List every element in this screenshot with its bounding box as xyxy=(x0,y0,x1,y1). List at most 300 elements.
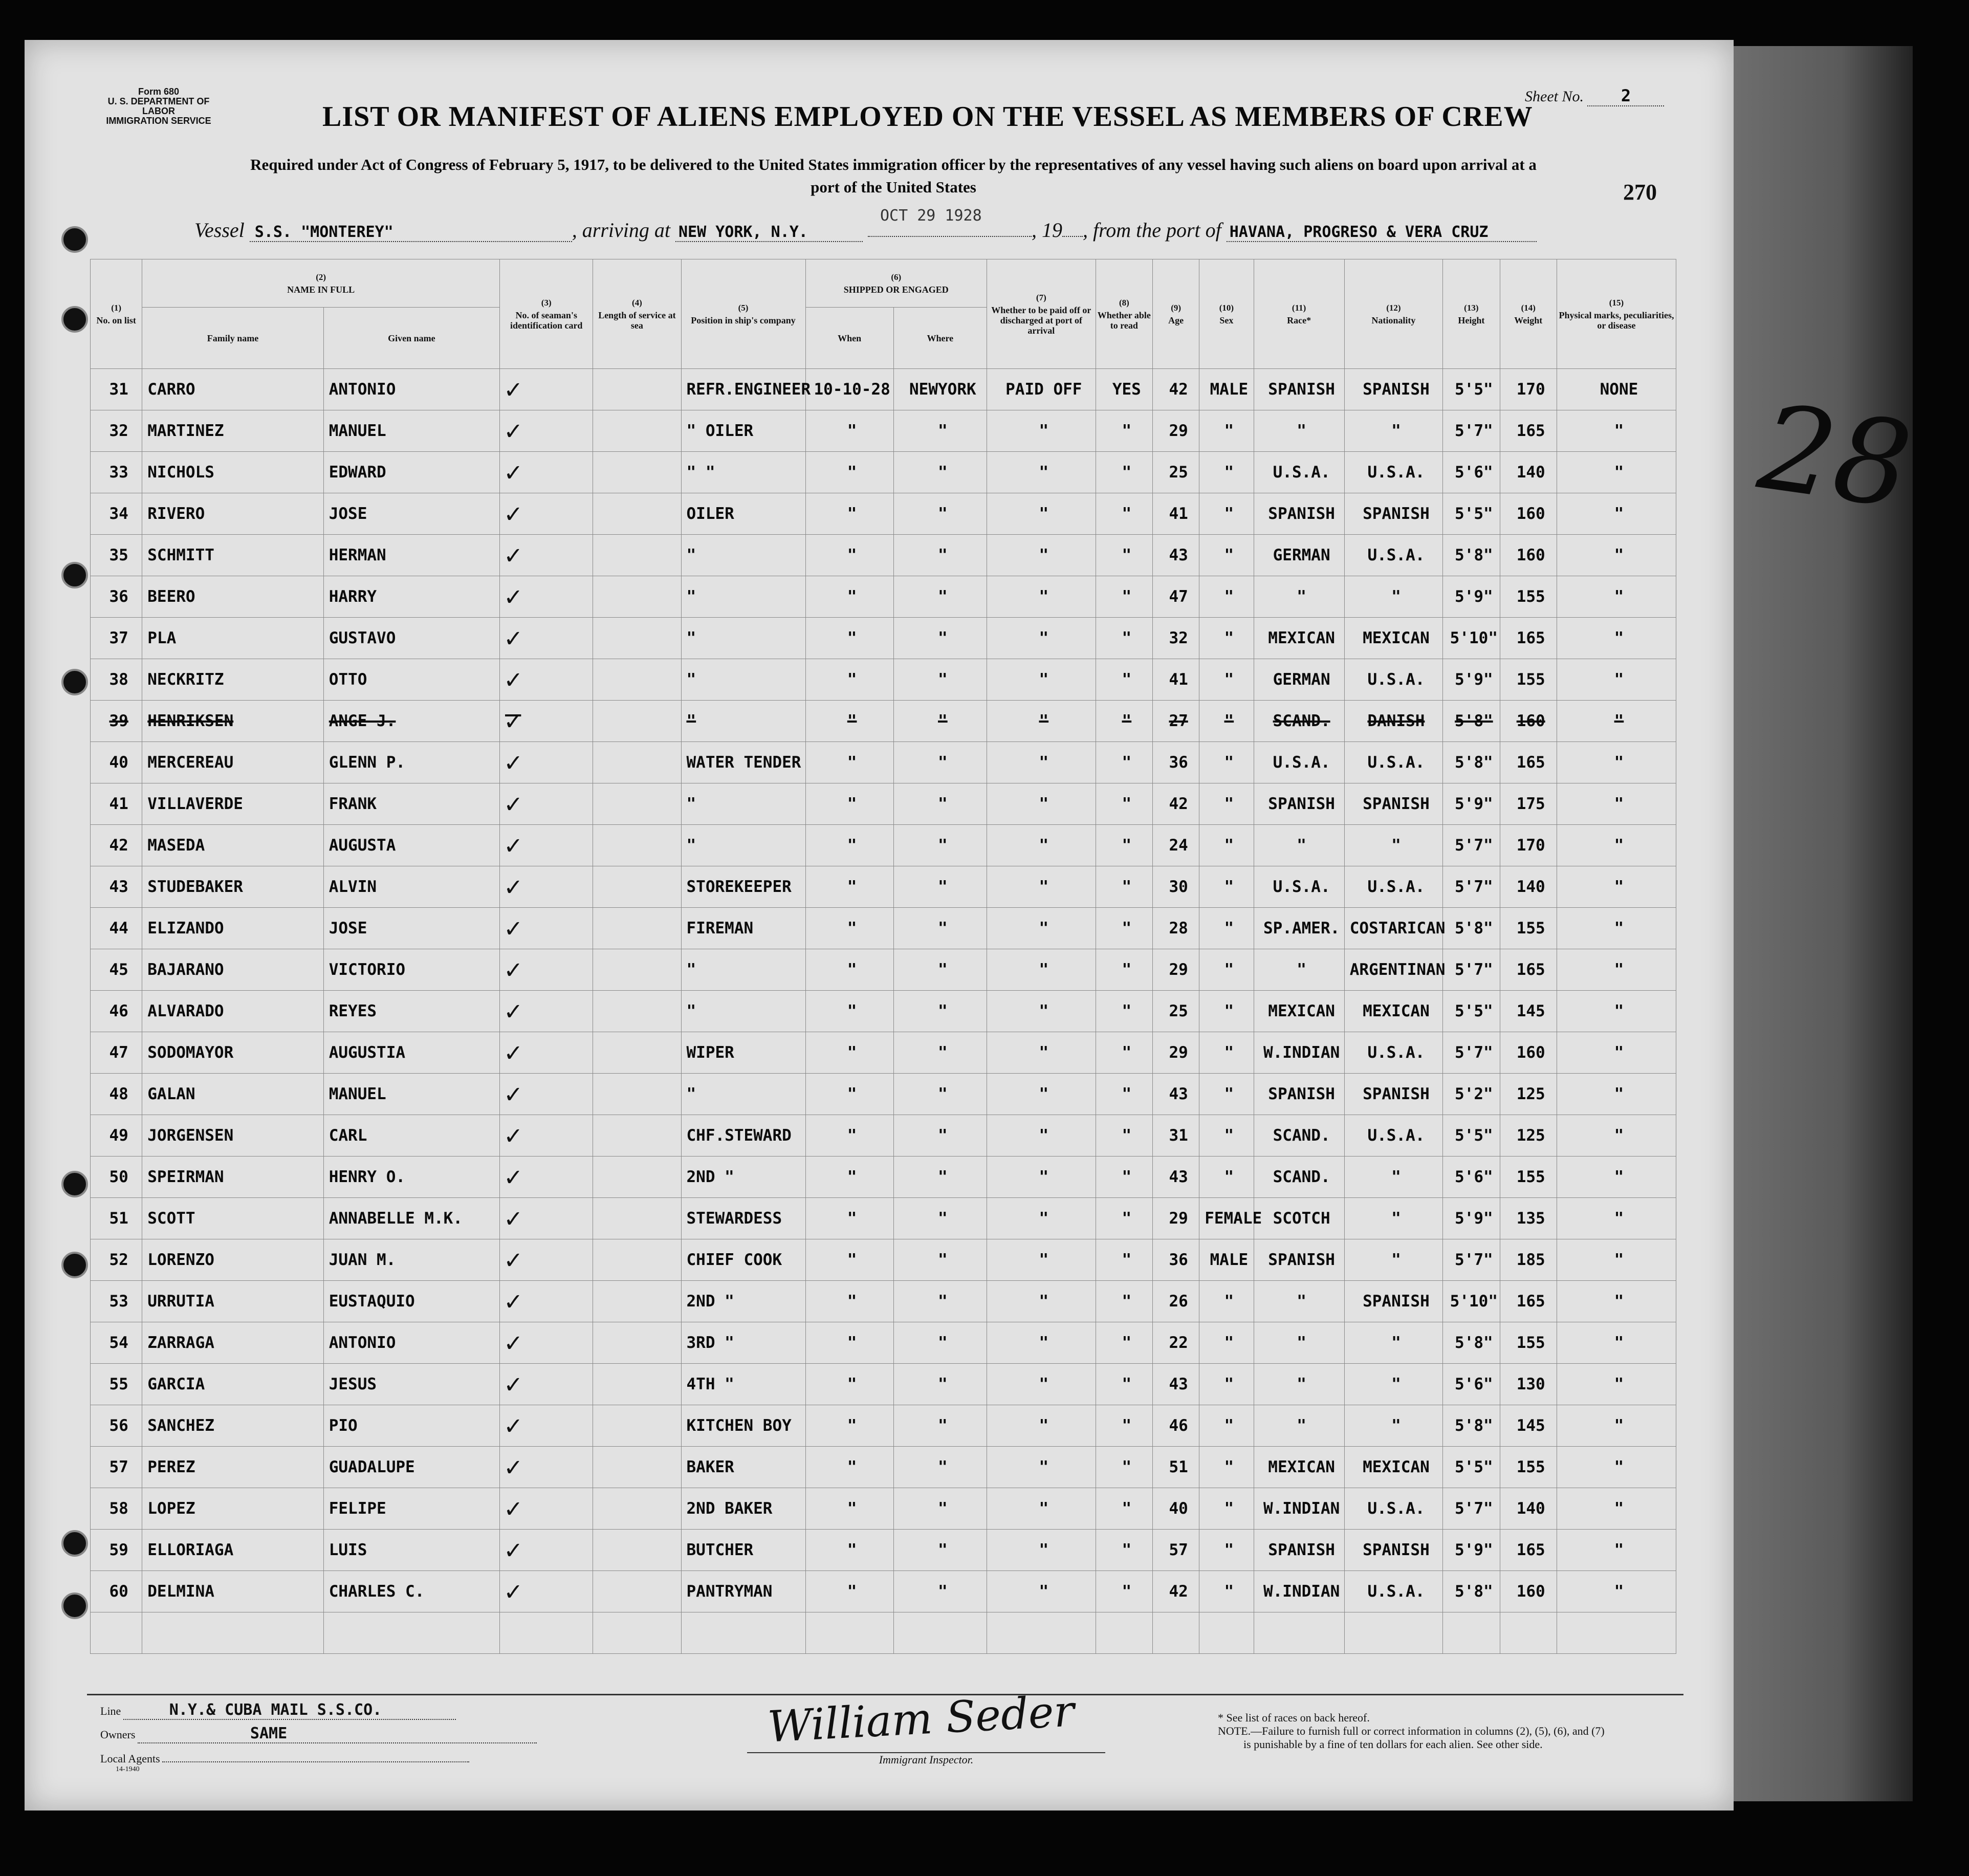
sex-cell: " xyxy=(1199,1488,1254,1530)
weight-cell: 170 xyxy=(1500,369,1557,410)
given-name-cell: ALVIN xyxy=(323,866,499,908)
row-number-cell: 55 xyxy=(91,1364,142,1405)
able-to-read-cell: " xyxy=(1096,991,1152,1032)
position-cell: 2ND " xyxy=(681,1281,805,1322)
age-cell: 31 xyxy=(1153,1115,1199,1157)
length-of-service-cell xyxy=(593,1447,681,1488)
id-card-check-cell xyxy=(500,1447,593,1488)
footer-agents-field: Local Agents 14-1940 xyxy=(100,1752,469,1774)
shipped-when-cell: " xyxy=(805,825,893,866)
shipped-when-cell: " xyxy=(805,452,893,493)
paid-off-cell: " xyxy=(987,1571,1096,1612)
age-cell: 40 xyxy=(1153,1488,1199,1530)
id-card-check-cell xyxy=(500,1364,593,1405)
shipped-where-cell: " xyxy=(893,410,987,452)
height-cell: 5'7" xyxy=(1443,1239,1500,1281)
given-name-cell: EUSTAQUIO xyxy=(323,1281,499,1322)
physical-marks-cell: " xyxy=(1557,576,1676,618)
blank-row xyxy=(91,1612,1676,1654)
given-name-cell: MANUEL xyxy=(323,1074,499,1115)
physical-marks-cell: " xyxy=(1557,659,1676,701)
able-to-read-cell: " xyxy=(1096,535,1152,576)
age-cell: 36 xyxy=(1153,742,1199,783)
table-row xyxy=(91,1074,1676,1115)
weight-cell: 165 xyxy=(1500,618,1557,659)
age-cell: 24 xyxy=(1153,825,1199,866)
col-header-height: (13) Height xyxy=(1443,259,1500,369)
weight-cell: 185 xyxy=(1500,1239,1557,1281)
id-card-check-cell xyxy=(500,1198,593,1239)
table-row xyxy=(91,493,1676,535)
col-header-name: (2) NAME IN FULL xyxy=(142,259,500,308)
given-name-cell: HENRY O. xyxy=(323,1157,499,1198)
shipped-when-cell: " xyxy=(805,1364,893,1405)
height-cell: 5'5" xyxy=(1443,1447,1500,1488)
table-row xyxy=(91,1488,1676,1530)
sex-cell: MALE xyxy=(1199,369,1254,410)
sex-cell: " xyxy=(1199,1364,1254,1405)
physical-marks-cell: " xyxy=(1557,1364,1676,1405)
race-cell: SP.AMER. xyxy=(1254,908,1344,949)
height-cell: 5'8" xyxy=(1443,1405,1500,1447)
position-cell: REFR.ENGINEER xyxy=(681,369,805,410)
position-cell: " " xyxy=(681,452,805,493)
shipped-when-cell: " xyxy=(805,493,893,535)
race-cell: SPANISH xyxy=(1254,1074,1344,1115)
weight-cell: 160 xyxy=(1500,1571,1557,1612)
table-row xyxy=(91,825,1676,866)
shipped-where-cell: " xyxy=(893,1571,987,1612)
id-card-check-cell xyxy=(500,1281,593,1322)
family-name-cell: JORGENSEN xyxy=(142,1115,323,1157)
col-header-weight: (14) Weight xyxy=(1500,259,1557,369)
position-cell: " xyxy=(681,825,805,866)
row-number-cell: 51 xyxy=(91,1198,142,1239)
shipped-where-cell: " xyxy=(893,991,987,1032)
row-number-cell: 47 xyxy=(91,1032,142,1074)
shipped-when-cell: " xyxy=(805,701,893,742)
col-header-marks: (15) Physical marks, peculiarities, or disease xyxy=(1557,259,1676,369)
age-cell: 43 xyxy=(1153,535,1199,576)
id-card-check-cell xyxy=(500,410,593,452)
weight-cell: 130 xyxy=(1500,1364,1557,1405)
able-to-read-cell: " xyxy=(1096,1239,1152,1281)
position-cell: FIREMAN xyxy=(681,908,805,949)
sex-cell: " xyxy=(1199,1571,1254,1612)
able-to-read-cell: " xyxy=(1096,1364,1152,1405)
length-of-service-cell xyxy=(593,701,681,742)
physical-marks-cell: " xyxy=(1557,618,1676,659)
col-header-sex: (10) Sex xyxy=(1199,259,1254,369)
family-name-cell: DELMINA xyxy=(142,1571,323,1612)
height-cell: 5'9" xyxy=(1443,783,1500,825)
height-cell: 5'8" xyxy=(1443,908,1500,949)
physical-marks-cell: " xyxy=(1557,1405,1676,1447)
id-card-check-cell xyxy=(500,866,593,908)
height-cell: 5'6" xyxy=(1443,1364,1500,1405)
family-name-cell: VILLAVERDE xyxy=(142,783,323,825)
paid-off-cell: " xyxy=(987,1115,1096,1157)
race-cell: GERMAN xyxy=(1254,535,1344,576)
race-cell: GERMAN xyxy=(1254,659,1344,701)
physical-marks-cell: " xyxy=(1557,1488,1676,1530)
table-row xyxy=(91,1530,1676,1571)
shipped-where-cell: " xyxy=(893,949,987,991)
age-cell: 43 xyxy=(1153,1157,1199,1198)
height-cell: 5'8" xyxy=(1443,742,1500,783)
shipped-when-cell: " xyxy=(805,1032,893,1074)
family-name-cell: ALVARADO xyxy=(142,991,323,1032)
table-row xyxy=(91,369,1676,410)
family-name-cell: GARCIA xyxy=(142,1364,323,1405)
given-name-cell: PIO xyxy=(323,1405,499,1447)
col-header-nationality: (12) Nationality xyxy=(1344,259,1442,369)
weight-cell: 140 xyxy=(1500,1488,1557,1530)
shipped-when-cell: " xyxy=(805,1488,893,1530)
nationality-cell: " xyxy=(1344,1405,1442,1447)
able-to-read-cell: " xyxy=(1096,1322,1152,1364)
nationality-cell: SPANISH xyxy=(1344,369,1442,410)
paid-off-cell: " xyxy=(987,1364,1096,1405)
age-cell: 43 xyxy=(1153,1364,1199,1405)
paid-off-cell: " xyxy=(987,1032,1096,1074)
age-cell: 25 xyxy=(1153,991,1199,1032)
shipped-where-cell: " xyxy=(893,1447,987,1488)
departure-ports: HAVANA, PROGRESO & VERA CRUZ xyxy=(1227,223,1537,242)
weight-cell: 155 xyxy=(1500,1157,1557,1198)
age-cell: 57 xyxy=(1153,1530,1199,1571)
table-row xyxy=(91,991,1676,1032)
row-number-cell: 39 xyxy=(91,701,142,742)
nationality-cell: U.S.A. xyxy=(1344,1032,1442,1074)
punch-hole xyxy=(61,1530,88,1557)
col-header-shipped: (6) SHIPPED OR ENGAGED xyxy=(805,259,987,308)
given-name-cell: JESUS xyxy=(323,1364,499,1405)
age-cell: 47 xyxy=(1153,576,1199,618)
empty-cell xyxy=(893,1612,987,1654)
age-cell: 26 xyxy=(1153,1281,1199,1322)
sex-cell: " xyxy=(1199,618,1254,659)
paid-off-cell: " xyxy=(987,1405,1096,1447)
shipped-where-cell: " xyxy=(893,1405,987,1447)
family-name-cell: STUDEBAKER xyxy=(142,866,323,908)
nationality-cell: SPANISH xyxy=(1344,1530,1442,1571)
shipped-when-cell: " xyxy=(805,1239,893,1281)
shipped-when-cell: " xyxy=(805,949,893,991)
shipped-when-cell: " xyxy=(805,1405,893,1447)
family-name-cell: CARRO xyxy=(142,369,323,410)
physical-marks-cell: " xyxy=(1557,908,1676,949)
paid-off-cell: " xyxy=(987,410,1096,452)
weight-cell: 125 xyxy=(1500,1074,1557,1115)
family-name-cell: ZARRAGA xyxy=(142,1322,323,1364)
empty-cell xyxy=(1153,1612,1199,1654)
length-of-service-cell xyxy=(593,576,681,618)
physical-marks-cell: " xyxy=(1557,1571,1676,1612)
nationality-cell: SPANISH xyxy=(1344,1281,1442,1322)
height-cell: 5'5" xyxy=(1443,369,1500,410)
age-cell: 43 xyxy=(1153,1074,1199,1115)
age-cell: 46 xyxy=(1153,1405,1199,1447)
position-cell: 2ND " xyxy=(681,1157,805,1198)
sex-cell: " xyxy=(1199,1447,1254,1488)
margin-handwritten-mark: 28 xyxy=(1751,379,1919,536)
height-cell: 5'5" xyxy=(1443,1115,1500,1157)
nationality-cell: COSTARICAN xyxy=(1344,908,1442,949)
weight-cell: 140 xyxy=(1500,452,1557,493)
shipped-when-cell: " xyxy=(805,618,893,659)
weight-cell: 175 xyxy=(1500,783,1557,825)
table-row xyxy=(91,1281,1676,1322)
empty-cell xyxy=(593,1612,681,1654)
family-name-cell: HENRIKSEN xyxy=(142,701,323,742)
id-card-check-cell xyxy=(500,452,593,493)
nationality-cell: U.S.A. xyxy=(1344,866,1442,908)
able-to-read-cell: " xyxy=(1096,1571,1152,1612)
race-cell: SPANISH xyxy=(1254,783,1344,825)
age-cell: 36 xyxy=(1153,1239,1199,1281)
race-cell: " xyxy=(1254,1281,1344,1322)
weight-cell: 160 xyxy=(1500,1032,1557,1074)
physical-marks-cell: " xyxy=(1557,701,1676,742)
race-cell: SCAND. xyxy=(1254,1157,1344,1198)
height-cell: 5'6" xyxy=(1443,452,1500,493)
height-cell: 5'8" xyxy=(1443,535,1500,576)
weight-cell: 165 xyxy=(1500,949,1557,991)
shipped-where-cell: " xyxy=(893,1032,987,1074)
family-name-cell: MERCEREAU xyxy=(142,742,323,783)
table-row xyxy=(91,1239,1676,1281)
able-to-read-cell: " xyxy=(1096,576,1152,618)
able-to-read-cell: " xyxy=(1096,701,1152,742)
physical-marks-cell: " xyxy=(1557,949,1676,991)
physical-marks-cell: NONE xyxy=(1557,369,1676,410)
table-row xyxy=(91,949,1676,991)
shipped-when-cell: " xyxy=(805,1447,893,1488)
sex-cell: " xyxy=(1199,452,1254,493)
given-name-cell: GLENN P. xyxy=(323,742,499,783)
sex-cell: " xyxy=(1199,1281,1254,1322)
age-cell: 42 xyxy=(1153,369,1199,410)
paid-off-cell: " xyxy=(987,618,1096,659)
shipped-where-cell: " xyxy=(893,1198,987,1239)
id-card-check-cell xyxy=(500,576,593,618)
family-name-cell: NECKRITZ xyxy=(142,659,323,701)
table-row xyxy=(91,618,1676,659)
position-cell: " xyxy=(681,991,805,1032)
row-number-cell: 34 xyxy=(91,493,142,535)
physical-marks-cell: " xyxy=(1557,1530,1676,1571)
able-to-read-cell: " xyxy=(1096,866,1152,908)
row-number-cell: 60 xyxy=(91,1571,142,1612)
nationality-cell: U.S.A. xyxy=(1344,742,1442,783)
shipped-where-cell: " xyxy=(893,659,987,701)
document-title: LIST OR MANIFEST OF ALIENS EMPLOYED ON THE VESSEL AS MEMBERS OF CREW xyxy=(322,101,1533,133)
race-cell: SCOTCH xyxy=(1254,1198,1344,1239)
able-to-read-cell: " xyxy=(1096,1074,1152,1115)
row-number-cell: 35 xyxy=(91,535,142,576)
family-name-cell: BAJARANO xyxy=(142,949,323,991)
given-name-cell: CHARLES C. xyxy=(323,1571,499,1612)
shipped-where-cell: " xyxy=(893,1322,987,1364)
shipped-when-cell: " xyxy=(805,659,893,701)
able-to-read-cell: " xyxy=(1096,1157,1152,1198)
race-cell: " xyxy=(1254,825,1344,866)
row-number-cell: 45 xyxy=(91,949,142,991)
position-cell: " xyxy=(681,618,805,659)
empty-cell xyxy=(91,1612,142,1654)
given-name-cell: FELIPE xyxy=(323,1488,499,1530)
sheet-number-value: 2 xyxy=(1587,86,1664,106)
race-cell: SCAND. xyxy=(1254,701,1344,742)
nationality-cell: " xyxy=(1344,825,1442,866)
sex-cell: " xyxy=(1199,410,1254,452)
height-cell: 5'9" xyxy=(1443,1530,1500,1571)
table-row xyxy=(91,908,1676,949)
nationality-cell: " xyxy=(1344,1198,1442,1239)
row-number-cell: 56 xyxy=(91,1405,142,1447)
height-cell: 5'7" xyxy=(1443,1032,1500,1074)
position-cell: " xyxy=(681,1074,805,1115)
able-to-read-cell: " xyxy=(1096,1032,1152,1074)
footer-owners-field: Owners SAME xyxy=(100,1725,537,1743)
race-cell: SPANISH xyxy=(1254,369,1344,410)
weight-cell: 165 xyxy=(1500,742,1557,783)
paid-off-cell: " xyxy=(987,452,1096,493)
weight-cell: 155 xyxy=(1500,908,1557,949)
arrival-port: NEW YORK, N.Y. xyxy=(675,223,863,242)
sex-cell: " xyxy=(1199,1032,1254,1074)
physical-marks-cell: " xyxy=(1557,493,1676,535)
footer-note: * See list of races on back hereof. NOTE.—Failure to furnish full or correct information in columns (2), (5), (6), and (7) is punishable by a fine of ten dollars for each alien. See other side. xyxy=(1218,1711,1605,1751)
id-card-check-cell xyxy=(500,1405,593,1447)
height-cell: 5'9" xyxy=(1443,576,1500,618)
shipped-where-cell: " xyxy=(893,701,987,742)
age-cell: 41 xyxy=(1153,493,1199,535)
paid-off-cell: " xyxy=(987,1322,1096,1364)
shipped-where-cell: " xyxy=(893,783,987,825)
document-subtitle: Required under Act of Congress of February 5, 1917, to be delivered to the United States immigration officer by the representatives of any vessel having such aliens on board upon arrival at a port of the United States xyxy=(250,156,1537,196)
id-card-check-cell xyxy=(500,1488,593,1530)
shipped-where-cell: " xyxy=(893,866,987,908)
punch-hole xyxy=(61,562,88,588)
paid-off-cell: " xyxy=(987,659,1096,701)
physical-marks-cell: " xyxy=(1557,1157,1676,1198)
id-card-check-cell xyxy=(500,659,593,701)
nationality-cell: MEXICAN xyxy=(1344,991,1442,1032)
length-of-service-cell xyxy=(593,908,681,949)
id-card-check-cell xyxy=(500,618,593,659)
shipping-line: N.Y.& CUBA MAIL S.S.CO. xyxy=(123,1701,456,1720)
shipped-where-cell: " xyxy=(893,1115,987,1157)
paid-off-cell: " xyxy=(987,535,1096,576)
shipped-where-cell: " xyxy=(893,1530,987,1571)
position-cell: " xyxy=(681,701,805,742)
weight-cell: 165 xyxy=(1500,1281,1557,1322)
shipped-where-cell: NEWYORK xyxy=(893,369,987,410)
id-card-check-cell xyxy=(500,701,593,742)
family-name-cell: URRUTIA xyxy=(142,1281,323,1322)
given-name-cell: GUADALUPE xyxy=(323,1447,499,1488)
position-cell: 4TH " xyxy=(681,1364,805,1405)
shipped-where-cell: " xyxy=(893,452,987,493)
position-cell: STOREKEEPER xyxy=(681,866,805,908)
able-to-read-cell: " xyxy=(1096,452,1152,493)
shipped-where-cell: " xyxy=(893,825,987,866)
family-name-cell: GALAN xyxy=(142,1074,323,1115)
age-cell: 29 xyxy=(1153,949,1199,991)
shipped-where-cell: " xyxy=(893,1157,987,1198)
length-of-service-cell xyxy=(593,535,681,576)
empty-cell xyxy=(681,1612,805,1654)
nationality-cell: U.S.A. xyxy=(1344,1571,1442,1612)
weight-cell: 155 xyxy=(1500,1447,1557,1488)
length-of-service-cell xyxy=(593,742,681,783)
weight-cell: 165 xyxy=(1500,1530,1557,1571)
length-of-service-cell xyxy=(593,369,681,410)
shipped-where-cell: " xyxy=(893,576,987,618)
given-name-cell: AUGUSTIA xyxy=(323,1032,499,1074)
table-row xyxy=(91,1322,1676,1364)
punch-hole xyxy=(61,1252,88,1278)
nationality-cell: SPANISH xyxy=(1344,783,1442,825)
age-cell: 29 xyxy=(1153,1198,1199,1239)
height-cell: 5'9" xyxy=(1443,659,1500,701)
nationality-cell: U.S.A. xyxy=(1344,452,1442,493)
paid-off-cell: " xyxy=(987,576,1096,618)
sex-cell: " xyxy=(1199,701,1254,742)
height-cell: 5'5" xyxy=(1443,493,1500,535)
sex-cell: " xyxy=(1199,908,1254,949)
race-cell: MEXICAN xyxy=(1254,991,1344,1032)
inspector-signature: William Seder xyxy=(766,1686,1076,1752)
race-cell: " xyxy=(1254,1364,1344,1405)
paid-off-cell: " xyxy=(987,825,1096,866)
given-name-cell: OTTO xyxy=(323,659,499,701)
length-of-service-cell xyxy=(593,1115,681,1157)
position-cell: " xyxy=(681,783,805,825)
nationality-cell: " xyxy=(1344,1157,1442,1198)
nationality-cell: U.S.A. xyxy=(1344,1115,1442,1157)
sex-cell: " xyxy=(1199,659,1254,701)
length-of-service-cell xyxy=(593,1364,681,1405)
service-name: IMMIGRATION SERVICE xyxy=(106,116,211,126)
shipped-where-cell: " xyxy=(893,908,987,949)
given-name-cell: MANUEL xyxy=(323,410,499,452)
family-name-cell: MASEDA xyxy=(142,825,323,866)
punch-hole xyxy=(61,669,88,695)
given-name-cell: HARRY xyxy=(323,576,499,618)
id-card-check-cell xyxy=(500,1032,593,1074)
position-cell: CHF.STEWARD xyxy=(681,1115,805,1157)
empty-cell xyxy=(142,1612,323,1654)
paid-off-cell: " xyxy=(987,1198,1096,1239)
id-card-check-cell xyxy=(500,949,593,991)
race-cell: U.S.A. xyxy=(1254,452,1344,493)
nationality-cell: " xyxy=(1344,1239,1442,1281)
paid-off-cell: " xyxy=(987,1074,1096,1115)
given-name-cell: JOSE xyxy=(323,493,499,535)
sex-cell: MALE xyxy=(1199,1239,1254,1281)
age-cell: 42 xyxy=(1153,1571,1199,1612)
row-number-cell: 58 xyxy=(91,1488,142,1530)
nationality-cell: U.S.A. xyxy=(1344,535,1442,576)
given-name-cell: FRANK xyxy=(323,783,499,825)
given-name-cell: ANNABELLE M.K. xyxy=(323,1198,499,1239)
paid-off-cell: " xyxy=(987,783,1096,825)
adjacent-page-edge xyxy=(1734,46,1913,1801)
shipped-when-cell: " xyxy=(805,908,893,949)
